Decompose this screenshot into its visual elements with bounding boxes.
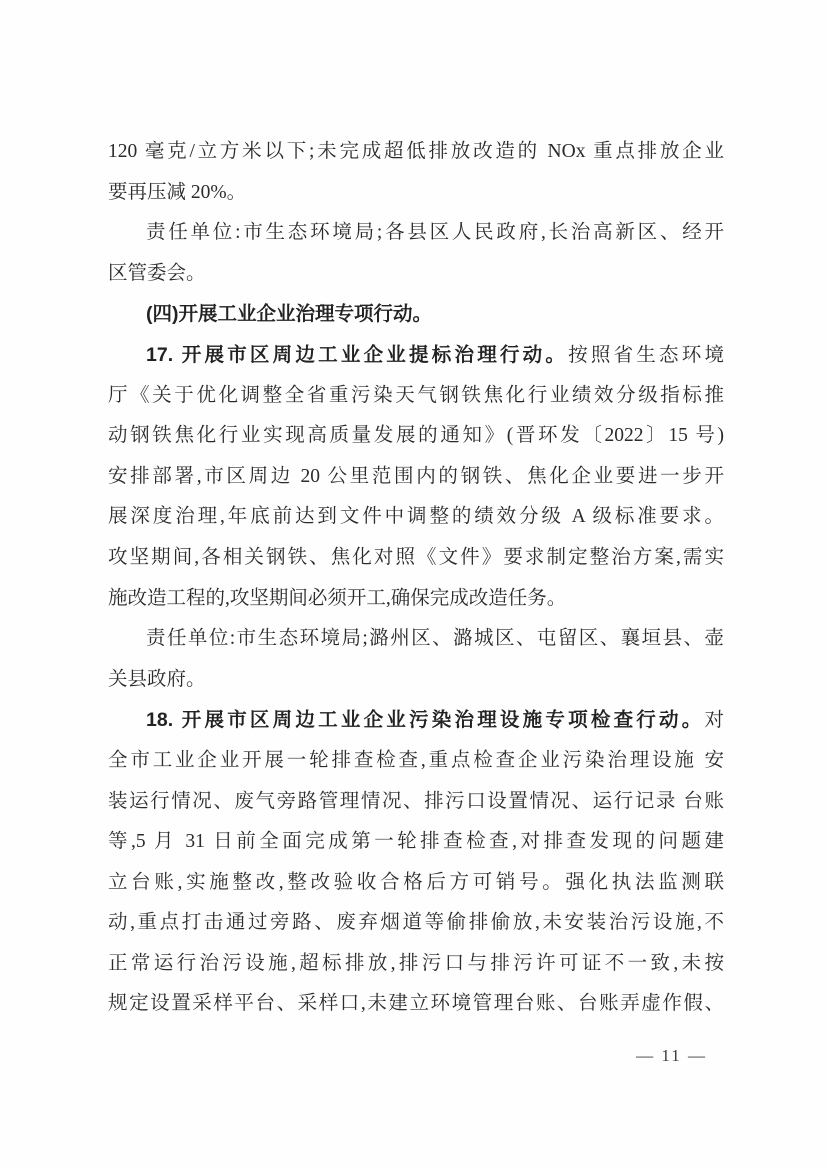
text-line: [108, 863, 724, 904]
heading-emphasis-text: (四)开展工业企业治理专项行动。: [146, 303, 432, 326]
text-line: [108, 335, 724, 376]
text-line: [108, 213, 724, 254]
document-body: [108, 132, 724, 1025]
body-text: 责任单位:市生态环境局;潞州区、潞城区、屯留区、襄垣县、壶: [146, 628, 724, 650]
text-line: [108, 782, 724, 823]
body-text: 动,重点打击通过旁路、废弃烟道等偷排偷放,未安装治污设施,不: [108, 912, 724, 934]
text-line: [108, 984, 724, 1025]
body-text: 120 毫克/立方米以下;未完成超低排放改造的 NOx 重点排放企业: [108, 141, 724, 162]
text-line: [108, 294, 724, 335]
body-text: 正常运行治污设施,超标排放,排污口与排污许可证不一致,未按: [108, 952, 724, 974]
body-text: 安排部署,市区周边 20 公里范围内的钢铁、焦化企业要进一步开: [108, 465, 724, 487]
text-line: [108, 538, 724, 579]
text-line: [108, 376, 724, 417]
body-text: 全市工业企业开展一轮排查检查,重点检查企业污染治理设施 安: [108, 749, 724, 771]
heading-emphasis-text: 18. 开展市区周边工业企业污染治理设施专项检查行动。: [146, 709, 705, 732]
text-line: [108, 619, 724, 660]
body-text: 施改造工程的,攻坚期间必须开工,确保完成改造任务。: [108, 587, 567, 609]
text-line: [108, 660, 724, 701]
text-line: [108, 903, 724, 944]
body-text: 展深度治理,年底前达到文件中调整的绩效分级 A 级标准要求。: [108, 506, 724, 528]
body-text: 等,5 月 31 日前全面完成第一轮排查检查,对排查发现的问题建: [108, 831, 724, 853]
body-text: 立台账,实施整改,整改验收合格后方可销号。强化执法监测联: [108, 871, 724, 893]
text-line: [108, 497, 724, 538]
text-line: [108, 822, 724, 863]
heading-emphasis-text: 17. 开展市区周边工业企业提标治理行动。: [146, 343, 569, 366]
text-line: [108, 254, 724, 295]
body-text: 区管委会。: [108, 262, 206, 284]
text-line: [108, 741, 724, 782]
body-text: 装运行情况、废气旁路管理情况、排污口设置情况、运行记录 台账: [108, 790, 724, 812]
page-number: — 11 —: [636, 1046, 707, 1065]
text-line: [108, 944, 724, 985]
text-line: [108, 457, 724, 498]
body-text: 厅《关于优化调整全省重污染天气钢铁焦化行业绩效分级指标推: [108, 384, 724, 406]
body-text: 对: [704, 710, 724, 732]
body-text: 责任单位:市生态环境局;各县区人民政府,长治高新区、经开: [146, 222, 724, 244]
body-text: 规定设置采样平台、采样口,未建立环境管理台账、台账弄虚作假、: [108, 993, 724, 1015]
body-text: 要再压减 20%。: [108, 181, 247, 203]
text-line: [108, 700, 724, 741]
body-text: 攻坚期间,各相关钢铁、焦化对照《文件》要求制定整治方案,需实: [108, 546, 724, 568]
body-text: 按照省生态环境: [568, 344, 724, 366]
body-text: 关县政府。: [108, 668, 206, 690]
text-line: [108, 579, 724, 620]
text-line: [108, 173, 724, 214]
text-line: [108, 416, 724, 457]
text-line: [108, 132, 724, 173]
body-text: 动钢铁焦化行业实现高质量发展的通知》(晋环发〔2022〕15 号): [108, 425, 724, 447]
